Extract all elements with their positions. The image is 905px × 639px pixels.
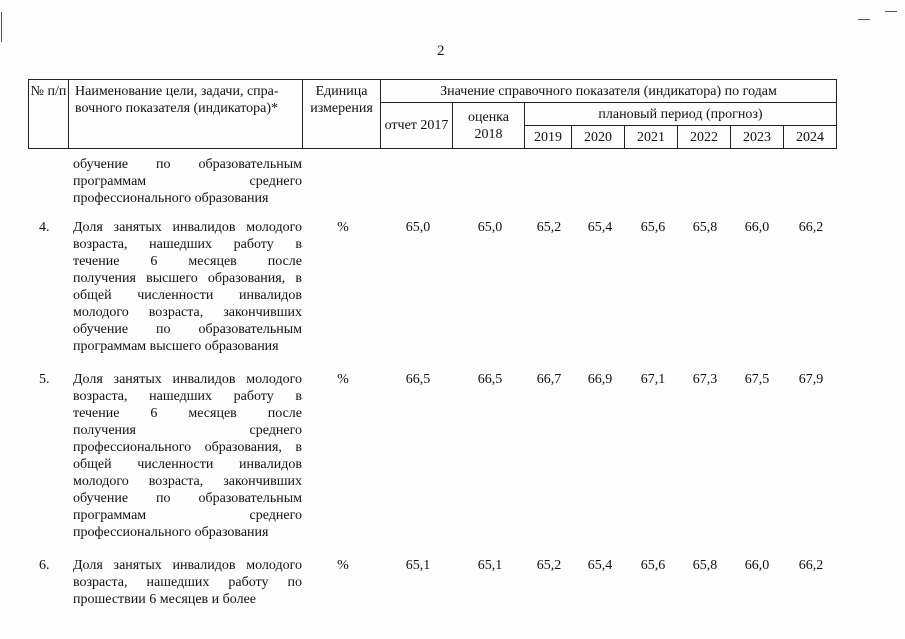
row-value: 65,1 [405,558,431,573]
scan-artifact [858,19,870,20]
description-line: обучение по образовательным [73,491,302,506]
row-unit: % [337,220,349,235]
row-value: 65,8 [692,220,718,235]
row-value: 66,0 [744,220,770,235]
row-value: 65,0 [405,220,431,235]
row-value: 65,4 [587,220,613,235]
description-line: молодого возраста, закончивших [73,474,302,489]
row-number: 5. [39,372,50,387]
header-name: Наименование цели, задачи, спра-вочного показателя (индикатора)* [69,80,303,149]
description-line: программам высшего образования [73,339,279,354]
row-value: 66,0 [744,558,770,573]
row-unit: % [337,372,349,387]
description-line: профессионального образования [73,525,269,540]
row-value: 65,4 [587,558,613,573]
header-plan: плановый период (прогноз) [525,103,837,126]
table-header [28,79,837,149]
description-line: Доля занятых инвалидов молодого [73,558,302,573]
row-unit: % [337,558,349,573]
header-estimate: оценка 2018 [453,103,525,149]
row-value: 67,3 [692,372,718,387]
header-year: 2022 [678,126,731,149]
row-description [73,156,302,207]
header-values-title: Значение справочного показателя (индикатора) по годам [381,80,837,103]
row-value: 65,0 [477,220,503,235]
header-year: 2024 [784,126,837,149]
description-line: обучение по образовательным [73,157,302,172]
row-number: 4. [39,220,50,235]
description-line: Доля занятых инвалидов молодого [73,372,302,387]
row-number: 6. [39,558,50,573]
row-value: 65,8 [692,558,718,573]
row-value: 66,2 [798,220,824,235]
header-report: отчет 2017 [381,103,453,149]
description-line: прошествии 6 месяцев и более [73,592,256,607]
description-line: течение 6 месяцев после [73,406,302,421]
page-number: 2 [437,43,445,59]
description-line: общей численности инвалидов [73,457,302,472]
description-line: получения высшего образования, в [73,271,302,286]
row-value: 66,2 [798,558,824,573]
row-value: 66,5 [477,372,503,387]
description-line: профессионального образования, в [73,440,302,455]
header-year: 2021 [625,126,678,149]
description-line: общей численности инвалидов [73,288,302,303]
scan-artifact [1,12,2,42]
row-value: 66,5 [405,372,431,387]
row-value: 66,9 [587,372,613,387]
description-line: молодого возраста, закончивших [73,305,302,320]
row-value: 65,2 [536,558,562,573]
row-value: 67,5 [744,372,770,387]
header-year: 2023 [731,126,784,149]
row-description [73,557,302,608]
row-value: 65,6 [640,220,666,235]
description-line: возраста, нашедших работу в [73,389,302,404]
row-value: 65,2 [536,220,562,235]
scan-artifact [885,11,897,12]
row-value: 65,1 [477,558,503,573]
header-num: № п/п [29,80,69,149]
description-line: обучение по образовательным [73,322,302,337]
row-description [73,219,302,355]
description-line: возраста, нашедших работу в [73,237,302,252]
description-line: профессионального образования [73,191,269,206]
row-value: 67,1 [640,372,666,387]
row-value: 67,9 [798,372,824,387]
description-line: течение 6 месяцев после [73,254,302,269]
row-description [73,371,302,541]
description-line: возраста, нашедших работу по [73,575,302,590]
header-unit: Единица измерения [303,80,381,149]
description-line: Доля занятых инвалидов молодого [73,220,302,235]
header-year: 2019 [525,126,572,149]
description-line: программам среднего [73,508,302,523]
row-value: 66,7 [536,372,562,387]
header-year: 2020 [572,126,625,149]
description-line: получения среднего [73,423,302,438]
description-line: программам среднего [73,174,302,189]
row-value: 65,6 [640,558,666,573]
